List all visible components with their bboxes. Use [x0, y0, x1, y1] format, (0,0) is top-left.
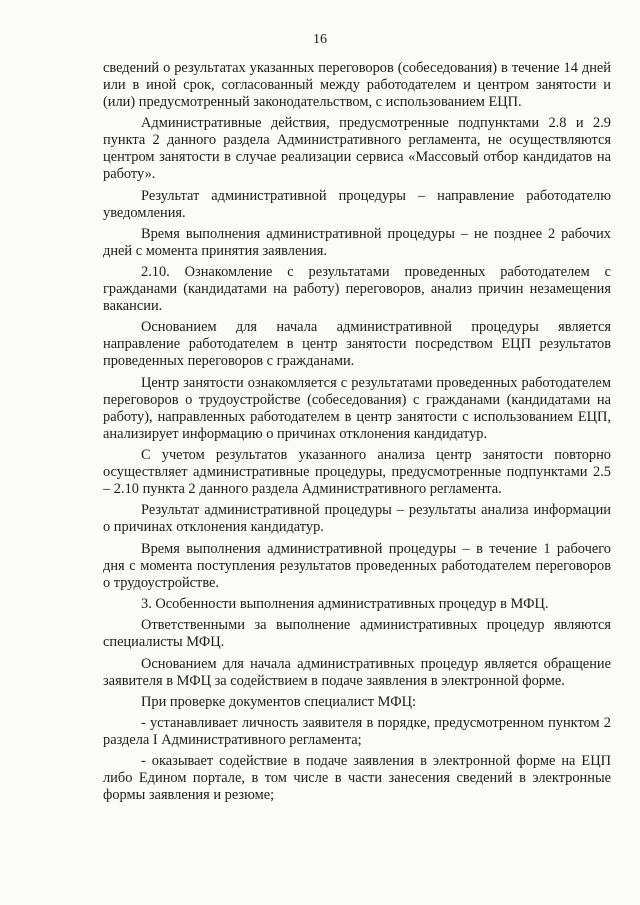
page-number: 16: [313, 32, 327, 47]
paragraph: Время выполнения административной процедуры – не позднее 2 рабочих дней с момента принятия заявления.: [103, 225, 611, 259]
paragraph: сведений о результатах указанных переговоров (собеседования) в течение 14 дней или в иной срок, согласованный между работодателем и центром занятости и (или) предусмотренный законодательством, с использованием ЕЦП.: [103, 60, 611, 110]
paragraph: Ответственными за выполнение административных процедур являются специалисты МФЦ.: [103, 617, 611, 651]
section-heading: 2.10. Ознакомление с результатами проведенных работодателем с гражданами (кандидатами на работу) переговоров, анализ причин незамещения вакансии.: [103, 264, 611, 315]
paragraph: С учетом результатов указанного анализа центр занятости повторно осуществляет административные процедуры, предусмотренные подпунктами 2.5 – 2.10 пункта 2 данного раздела Административного регламента.: [103, 447, 611, 498]
paragraph: Время выполнения административной процедуры – в течение 1 рабочего дня с момента поступления результатов проведенных работодателем переговоров о трудоустройстве.: [103, 540, 611, 591]
list-item: - оказывает содействие в подаче заявления в электронной форме на ЕЦП либо Едином портале, в том числе в части занесения сведений в электронные формы заявления и резюме;: [103, 753, 611, 804]
paragraph: Центр занятости ознакомляется с результатами проведенных работодателем переговоров о трудоустройстве (собеседования) с гражданами (кандидатами на работу), направленных работодателем в центр занятости с использованием ЕЦП, анализирует информацию о причинах отклонения кандидатур.: [103, 374, 611, 442]
list-item: - устанавливает личность заявителя в порядке, предусмотренном пунктом 2 раздела I Административного регламента;: [103, 715, 611, 749]
document-body: [103, 60, 611, 809]
paragraph: Результат административной процедуры – результаты анализа информации о причинах отклонения кандидатур.: [103, 502, 611, 536]
paragraph: При проверке документов специалист МФЦ:: [141, 693, 416, 710]
paragraph: Административные действия, предусмотренные подпунктами 2.8 и 2.9 пункта 2 данного раздела Административного регламента, не осуществляются центром занятости в случае реализации сервиса «Массовый отбор кандидатов на работу».: [103, 115, 611, 183]
section-heading: 3. Особенности выполнения административных процедур в МФЦ.: [141, 595, 549, 612]
paragraph: Основанием для начала административной процедуры является направление работодателем в центр занятости посредством ЕЦП результатов проведенных переговоров с гражданами.: [103, 319, 611, 370]
paragraph: Результат административной процедуры – направление работодателю уведомления.: [103, 187, 611, 221]
paragraph: Основанием для начала административных процедур является обращение заявителя в МФЦ за содействием в подаче заявления в электронной форме.: [103, 655, 611, 689]
